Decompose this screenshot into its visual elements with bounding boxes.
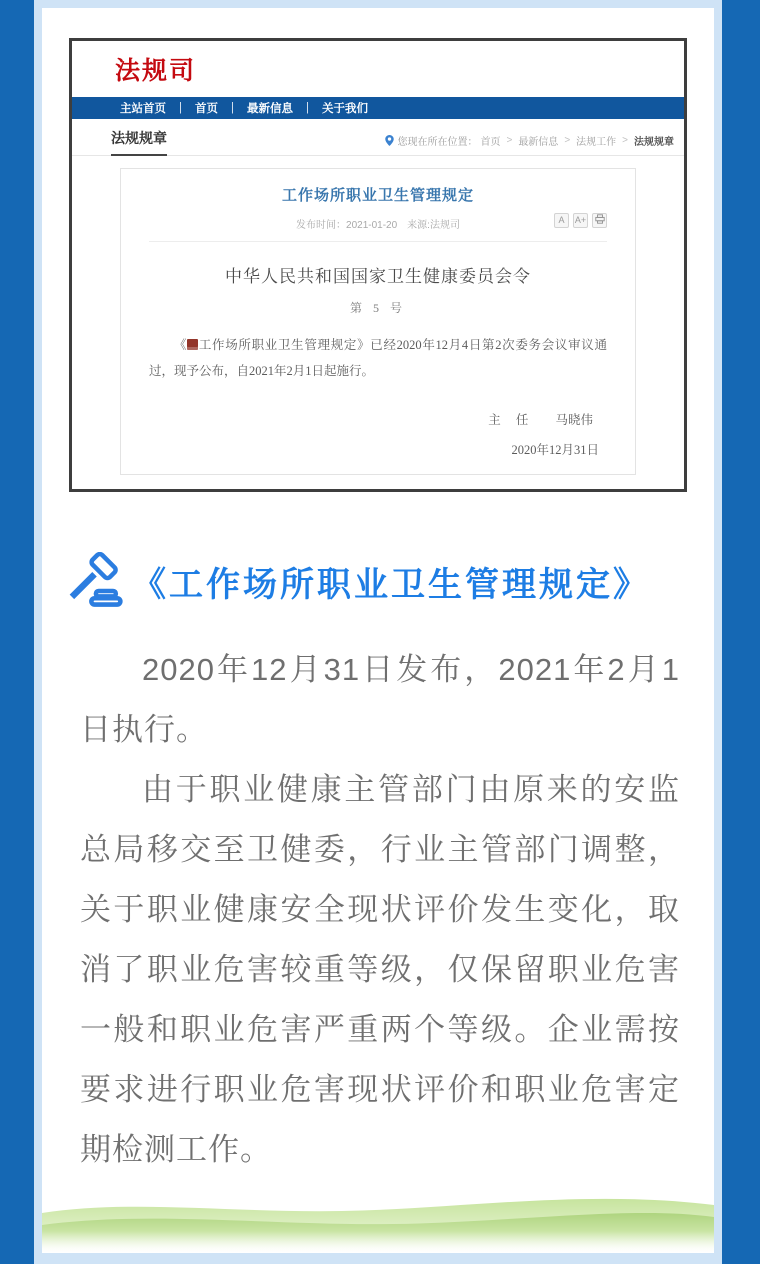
section-title: 法规规章 <box>111 128 167 156</box>
decree-number: 第 5 号 <box>349 301 406 315</box>
nav-item-3[interactable]: 关于我们 <box>322 103 368 115</box>
article-paragraph: 2020年12月31日发布，2021年2月1日执行。 <box>80 652 680 747</box>
printer-icon <box>595 214 605 224</box>
breadcrumb-item-0[interactable]: 首页 <box>480 137 501 148</box>
nav-item-0[interactable]: 主站首页 <box>120 103 166 115</box>
nav-separator: | <box>306 102 309 114</box>
gavel-icon <box>66 552 124 610</box>
site-navbar <box>72 97 684 119</box>
font-decrease-button[interactable]: A <box>554 213 569 228</box>
document-meta <box>149 216 607 242</box>
decree-text: 工作场所职业卫生管理规定》已经2020年12月4日第2次委务会议审议通过，现予公布，自2021年2月1日起施行。 <box>149 338 607 378</box>
breadcrumb-prefix: 您现在所在位置： <box>397 137 478 148</box>
nav-item-2[interactable]: 最新信息 <box>247 103 293 115</box>
signature-line <box>149 410 607 428</box>
nav-item-1[interactable]: 首页 <box>195 103 218 115</box>
article-paragraph: 由于职业健康主管部门由原来的安监总局移交至卫健委，行业主管部门调整，关于职业健康安全现状评价发生变化，取消了职业危害较重等级，仅保留职业危害一般和职业危害严重两个等级。企业需按要求进行职业危害现状评价和职业危害定期检测工作。 <box>80 772 680 1167</box>
document-title: 工作场所职业卫生管理规定 <box>281 187 474 204</box>
nav-separator: | <box>231 102 234 114</box>
footer-wave-decoration <box>42 1183 714 1253</box>
breadcrumb-separator: > <box>622 135 628 146</box>
site-logo: 法规司 <box>115 57 197 85</box>
breadcrumb-item-2[interactable]: 法规工作 <box>576 137 617 148</box>
decree-title: 中华人民共和国国家卫生健康委员会令 <box>225 267 531 286</box>
open-bracket: 《 <box>174 338 188 352</box>
breadcrumb-separator: > <box>564 135 571 146</box>
breadcrumb-separator: > <box>506 135 513 146</box>
wave-graphic <box>42 1183 714 1253</box>
decree-paragraph <box>149 332 607 384</box>
print-button[interactable] <box>592 213 607 228</box>
website-screenshot <box>69 38 687 492</box>
document-box <box>120 168 636 475</box>
page-tools <box>554 213 607 228</box>
font-increase-button[interactable]: A+ <box>573 213 588 228</box>
breadcrumb-item-3[interactable]: 法规规章 <box>634 137 674 148</box>
article-title: 《工作场所职业卫生管理规定》 <box>132 565 650 604</box>
breadcrumb-bar <box>72 119 684 156</box>
site-header <box>72 41 684 97</box>
breadcrumb-item-1[interactable]: 最新信息 <box>518 137 559 148</box>
signer-name: 马晓伟 <box>555 413 593 427</box>
publish-meta: 发布时间：2021-01-20 来源:法规司 <box>296 220 460 231</box>
article-heading-row <box>66 552 714 610</box>
breadcrumb <box>385 133 674 155</box>
article-body <box>80 640 680 1180</box>
signer-title: 主 任 <box>488 413 535 427</box>
signature-date: 2020年12月31日 <box>511 443 599 457</box>
location-pin-icon <box>385 135 394 146</box>
attachment-doc-icon[interactable] <box>187 339 198 350</box>
nav-separator: | <box>179 102 182 114</box>
content-card <box>34 0 722 1264</box>
